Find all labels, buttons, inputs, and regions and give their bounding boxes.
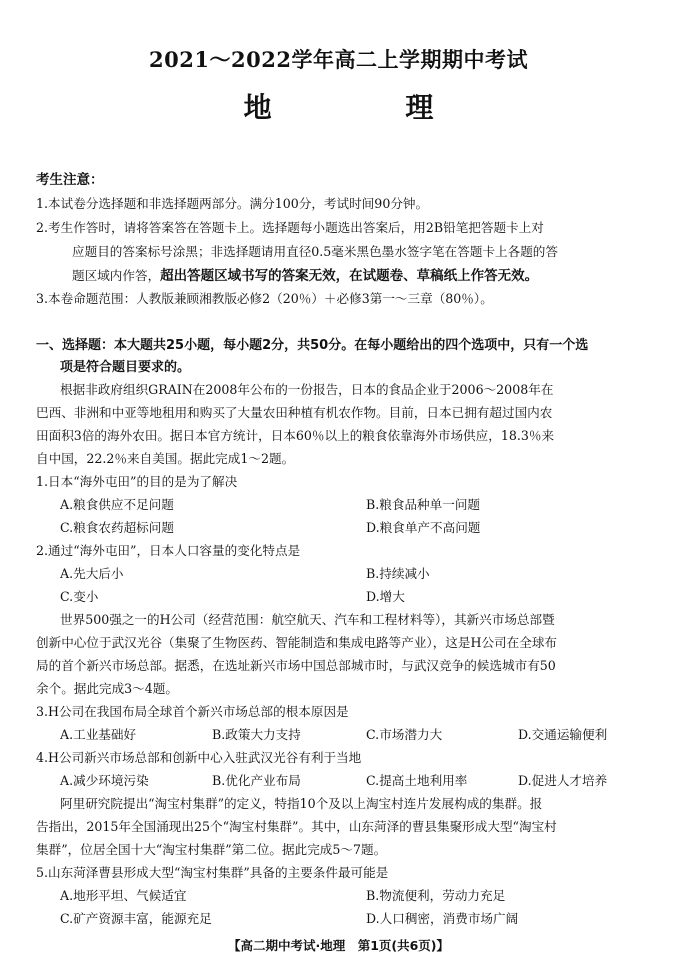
question-3-option-c: C.市场潜力大 xyxy=(366,727,443,742)
question-1-stem: 1.日本“海外屯田”的目的是为了解决 xyxy=(36,474,238,489)
question-5-option-a: A.地形平坦、气候适宜 xyxy=(60,888,187,903)
question-2-stem: 2.通过“海外屯田”，日本人口容量的变化特点是 xyxy=(36,543,301,558)
question-3-stem: 3.H公司在我国布局全球首个新兴市场总部的根本原因是 xyxy=(36,704,349,719)
question-5-option-d: D.人口稠密，消费市场广阔 xyxy=(366,911,519,926)
passage-3-line-3: 集群”，位居全国十大“淘宝村集群”第二位。据此完成5～7题。 xyxy=(36,842,387,857)
notice-item-3: 3.本卷命题范围：人教版兼顾湘教版必修2（20％）＋必修3第一～三章（80％）。 xyxy=(36,291,493,306)
passage-2-line-1: 世界500强之一的H公司（经营范围：航空航天、汽车和工程材料等），其新兴市场总部暨 xyxy=(60,612,555,627)
passage-2-line-4: 余个。据此完成3～4题。 xyxy=(36,681,178,696)
question-5-option-c: C.矿产资源丰富，能源充足 xyxy=(60,911,212,926)
notice-item-2-line-3 xyxy=(72,268,538,284)
question-5-option-b: B.物流便利，劳动力充足 xyxy=(366,888,506,903)
section-heading-line-2: 项是符合题目要求的。 xyxy=(60,360,191,375)
question-4-option-d: D.促进人才培养 xyxy=(518,773,608,788)
question-3-option-d: D.交通运输便利 xyxy=(518,727,608,742)
passage-3-line-2: 告指出，2015年全国涌现出25个“淘宝村集群”。其中，山东菏泽的曹县集聚形成大型“淘宝村 xyxy=(36,819,557,834)
page-footer: 【高二期中考试·地理 第1页(共6页)】 xyxy=(227,938,450,953)
notice-item-1: 1.本试卷分选择题和非选择题两部分。满分100分，考试时间90分钟。 xyxy=(36,196,429,211)
notice-heading: 考生注意： xyxy=(36,172,104,188)
question-5-stem: 5.山东菏泽曹县形成大型“淘宝村集群”具备的主要条件最可能是 xyxy=(36,865,389,880)
notice-item-2-line-3-text: 题区域内作答， xyxy=(72,268,161,283)
notice-item-2-line-1: 2.考生作答时，请将答案答在答题卡上。选择题每小题选出答案后，用2B铅笔把答题卡上对 xyxy=(36,220,544,235)
question-1-option-b: B.粮食品种单一问题 xyxy=(366,497,481,512)
question-2-option-a: A.先大后小 xyxy=(60,566,124,581)
notice-warning-bold: 超出答题区域书写的答案无效，在试题卷、草稿纸上作答无效。 xyxy=(160,268,539,284)
passage-2-line-2: 创新中心位于武汉光谷（集聚了生物医药、智能制造和集成电路等产业），这是H公司在全球布 xyxy=(36,635,558,650)
notice-item-2-line-2: 应题目的答案标号涂黑；非选择题请用直径0.5毫米黑色墨水签字笔在答题卡上各题的答 xyxy=(72,244,558,259)
question-3-option-b: B.政策大力支持 xyxy=(212,727,301,742)
question-3-option-a: A.工业基础好 xyxy=(60,727,137,742)
passage-2-line-3: 局的首个新兴市场总部。据悉，在选址新兴市场中国总部城市时，与武汉竞争的候选城市有50 xyxy=(36,658,556,673)
question-4-stem: 4.H公司新兴市场总部和创新中心入驻武汉光谷有利于当地 xyxy=(36,750,362,765)
question-2-option-c: C.变小 xyxy=(60,589,99,604)
passage-1-line-2: 巴西、非洲和中亚等地租用和购买了大量农田种植有机农作物。目前，日本已拥有超过国内农 xyxy=(36,405,553,420)
question-4-option-c: C.提高土地利用率 xyxy=(366,773,468,788)
passage-3-line-1: 阿里研究院提出“淘宝村集群”的定义，特指10个及以上淘宝村连片发展构成的集群。报 xyxy=(60,796,543,811)
section-heading-line-1: 一、选择题：本大题共25小题，每小题2分，共50分。在每小题给出的四个选项中，只有一个选 xyxy=(36,338,589,353)
question-4-option-b: B.优化产业布局 xyxy=(212,773,301,788)
question-2-option-d: D.增大 xyxy=(366,589,405,604)
exam-title: 2021～2022学年高二上学期期中考试 xyxy=(149,47,528,72)
question-1-option-a: A.粮食供应不足问题 xyxy=(60,497,174,512)
passage-1-line-4: 自中国，22.2％来自美国。据此完成1～2题。 xyxy=(36,451,295,466)
question-1-option-c: C.粮食农药超标问题 xyxy=(60,520,174,535)
subject-title: 地 理 xyxy=(243,91,496,124)
question-4-option-a: A.减少环境污染 xyxy=(60,773,149,788)
question-2-option-b: B.持续减小 xyxy=(366,566,430,581)
question-1-option-d: D.粮食单产不高问题 xyxy=(366,520,481,535)
passage-1-line-3: 田面积3倍的海外农田。据日本官方统计，日本60％以上的粮食依靠海外市场供应，18.3％来 xyxy=(36,428,555,443)
passage-1-line-1: 根据非政府组织GRAIN在2008年公布的一份报告，日本的食品企业于2006～2008年在 xyxy=(60,382,554,397)
